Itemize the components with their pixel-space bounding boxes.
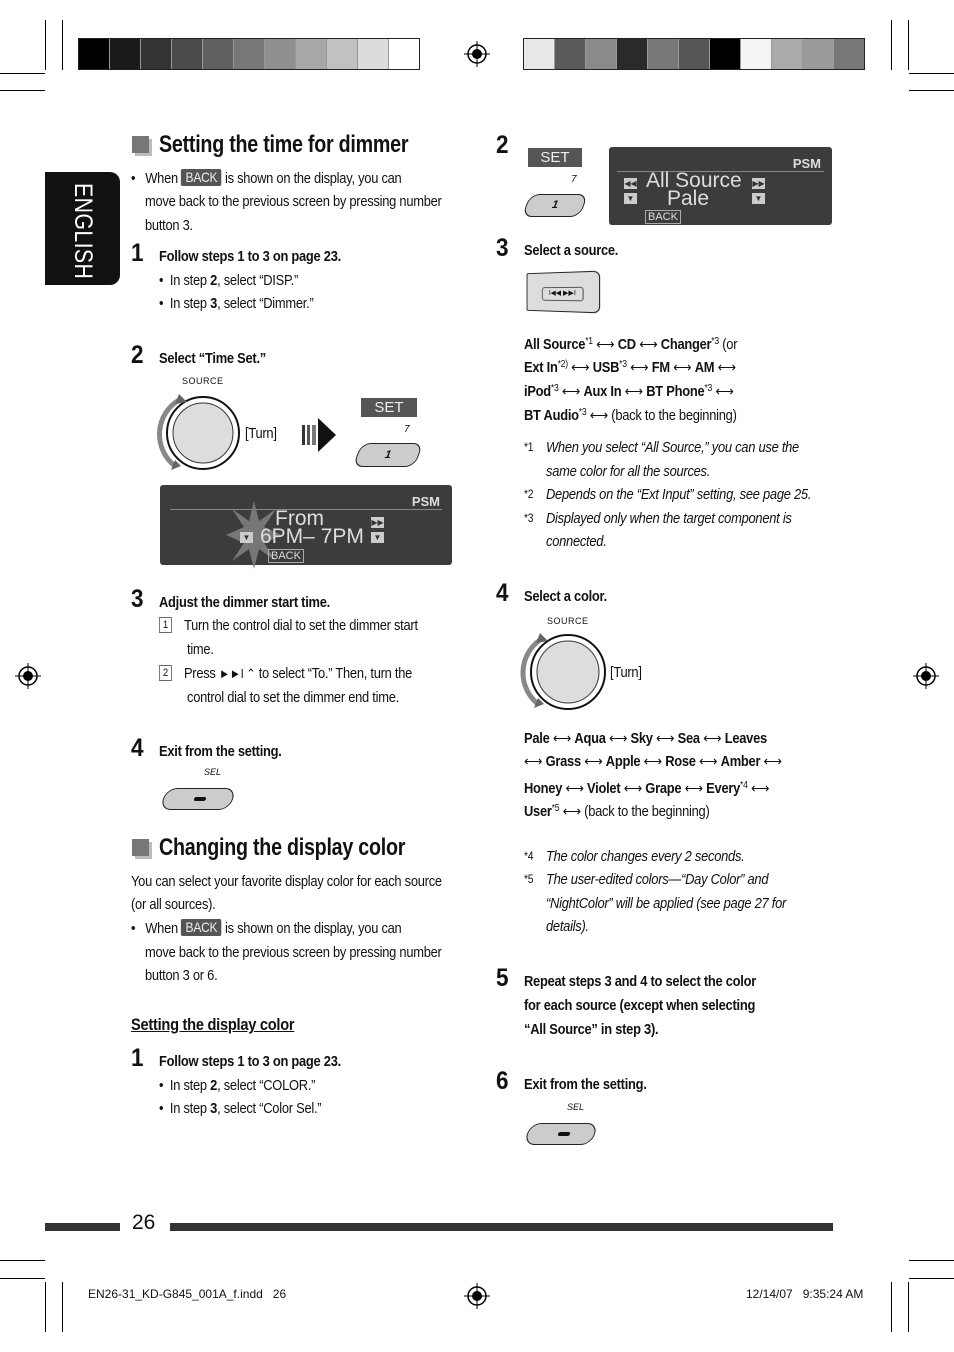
sel-button[interactable] xyxy=(159,788,236,810)
lcd-fastforward-icon: ▶▶ xyxy=(371,518,384,527)
color-swatch xyxy=(296,39,327,69)
language-tab xyxy=(45,172,120,285)
lcd-psm: PSM xyxy=(411,494,440,509)
color-sequence: ⟷ Grass ⟷ Apple ⟷ Rose ⟷ Amber ⟷ xyxy=(524,753,782,770)
color-swatch xyxy=(79,39,110,69)
bullet-dimmer-back: • When BACK is shown on the display, you can xyxy=(131,169,402,187)
turn-label: [Turn] xyxy=(245,425,277,442)
section-square-icon xyxy=(132,136,149,153)
color-swatch xyxy=(617,39,648,69)
crop-mark xyxy=(908,1282,909,1332)
preset-button-label: 1 xyxy=(549,199,561,211)
footnote: “NightColor” will be applied (see page 27 for xyxy=(546,895,787,912)
key-number-small: 7 xyxy=(404,424,410,435)
sel-label: SEL xyxy=(567,1102,585,1112)
dial-source-label: SOURCE xyxy=(547,616,589,626)
crop-mark xyxy=(62,20,63,70)
footer-bar-left xyxy=(45,1223,120,1231)
color-swatch xyxy=(358,39,389,69)
color-swatch xyxy=(110,39,141,69)
step-text: Exit from the setting. xyxy=(159,743,282,760)
step-number: 5 xyxy=(496,964,509,992)
skip-icon: I◀◀ ▶▶I xyxy=(542,287,584,302)
sel-label: SEL xyxy=(204,767,222,777)
step-text: Follow steps 1 to 3 on page 23. xyxy=(159,248,341,265)
step-number: 1 xyxy=(131,239,144,267)
color-swatch xyxy=(648,39,679,69)
step-number: 3 xyxy=(496,234,509,262)
footnote-mark: *1 xyxy=(524,440,534,454)
crop-mark xyxy=(909,90,954,91)
next-up-icon: ►►I ⌃ xyxy=(218,666,256,681)
step-text: for each source (except when selecting xyxy=(524,997,756,1014)
registration-target-icon xyxy=(15,663,41,689)
color-swatch xyxy=(710,39,741,69)
sub-step-line: control dial to set the dimmer end time. xyxy=(187,689,399,706)
crop-mark xyxy=(0,90,45,91)
step-text: Select a color. xyxy=(524,588,607,605)
color-sequence: Honey ⟷ Violet ⟷ Grape ⟷ Every$^{*4}$ ⟷ xyxy=(524,780,770,797)
crop-mark xyxy=(45,20,46,70)
source-sequence: All Source$^{*1}$ ⟷ CD ⟷ Changer$^{*3}$ (or xyxy=(524,336,738,353)
page-number: 26 xyxy=(132,1211,156,1234)
bullet-color-line3: button 3 or 6. xyxy=(145,967,218,984)
step-text: Exit from the setting. xyxy=(524,1076,647,1093)
step-text: Repeat steps 3 and 4 to select the color xyxy=(524,973,756,990)
crop-mark xyxy=(45,1282,46,1332)
color-swatch xyxy=(803,39,834,69)
registration-target-icon xyxy=(464,1283,490,1309)
step-number: 3 xyxy=(131,585,144,613)
footnote: details). xyxy=(546,918,589,935)
color-swatch xyxy=(234,39,265,69)
color-swatch xyxy=(555,39,586,69)
color-swatch xyxy=(586,39,617,69)
color-swatch xyxy=(203,39,234,69)
lcd-psm: PSM xyxy=(792,156,821,171)
lcd-back: BACK xyxy=(268,549,304,563)
arrow-right-icon xyxy=(302,418,336,452)
footnote: When you select “All Source,” you can use the xyxy=(546,439,799,456)
lcd-line1: All Source xyxy=(646,169,742,192)
color-swatch xyxy=(741,39,772,69)
preset-button-label: 1 xyxy=(382,449,394,461)
step-text: Select a source. xyxy=(524,242,619,259)
lcd-back: BACK xyxy=(645,210,681,224)
lcd-line2: 6PM– 7PM xyxy=(260,525,364,548)
step-number: 2 xyxy=(496,131,509,159)
crop-mark xyxy=(0,1278,45,1279)
color-control-bar xyxy=(523,38,865,70)
color-sequence: Pale ⟷ Aqua ⟷ Sky ⟷ Sea ⟷ Leaves xyxy=(524,730,767,747)
footer-datetime: 12/14/07 9:35:24 AM xyxy=(746,1287,864,1301)
bullet-color-line2: move back to the previous screen by pressing number xyxy=(145,944,442,961)
subheading: Setting the display color xyxy=(131,1015,295,1034)
color-swatch xyxy=(524,39,555,69)
section-title-color: Changing the display color xyxy=(159,834,406,861)
footnote-mark: *3 xyxy=(524,511,534,525)
step-number: 2 xyxy=(131,341,144,369)
footer-file: EN26-31_KD-G845_001A_f.indd 26 xyxy=(88,1287,287,1301)
sub-step-line: time. xyxy=(187,641,214,658)
lcd-display xyxy=(609,147,832,225)
source-sequence: Ext In$^{*2)}$ ⟷ USB$^{*3}$ ⟷ FM ⟷ AM ⟷ xyxy=(524,359,736,376)
source-sequence: BT Audio$^{*3}$ ⟷ (back to the beginning) xyxy=(524,407,737,424)
lcd-left-icon: ▼ xyxy=(240,532,253,543)
crop-mark xyxy=(891,1282,892,1332)
crop-mark xyxy=(909,1278,954,1279)
color-sequence: User$^{*5}$ ⟷ (back to the beginning) xyxy=(524,803,710,820)
source-button[interactable] xyxy=(527,271,601,314)
color-swatch xyxy=(265,39,296,69)
sub-bullet: • In step 2, select “COLOR.” xyxy=(159,1077,316,1094)
color-swatch xyxy=(141,39,172,69)
lcd-line1: From xyxy=(275,507,324,530)
section-title-dimmer: Setting the time for dimmer xyxy=(159,131,409,158)
footnote: The user-edited colors—“Day Color” and xyxy=(546,871,769,888)
section-square-icon xyxy=(132,839,149,856)
step-text: Select “Time Set.” xyxy=(159,350,266,367)
color-swatch xyxy=(834,39,864,69)
footnote: connected. xyxy=(546,533,607,550)
lcd-display xyxy=(160,485,452,565)
control-dial-icon[interactable] xyxy=(155,392,245,476)
grayscale-color-bar xyxy=(78,38,420,70)
footnote: The color changes every 2 seconds. xyxy=(546,848,745,865)
bullet-dimmer-line3: button 3. xyxy=(145,217,193,234)
step-number: 1 xyxy=(131,1044,144,1072)
color-swatch xyxy=(327,39,358,69)
step-number: 4 xyxy=(131,734,144,762)
sub-bullet: • In step 3, select “Dimmer.” xyxy=(159,295,314,312)
footnote-mark: *2 xyxy=(524,487,534,501)
sub-step: 2 Press ►►I ⌃ to select “To.” Then, turn the xyxy=(159,662,412,686)
color-swatch xyxy=(172,39,203,69)
footer-bar-right xyxy=(170,1223,833,1231)
set-label: SET xyxy=(361,398,417,417)
sub-bullet: • In step 3, select “Color Sel.” xyxy=(159,1100,322,1117)
lcd-down-icon: ▼ xyxy=(624,193,637,204)
crop-mark xyxy=(909,1260,954,1261)
step-number: 4 xyxy=(496,579,509,607)
color-swatch xyxy=(389,39,419,69)
registration-target-icon xyxy=(913,663,939,689)
footnote: Displayed only when the target component is xyxy=(546,510,792,527)
bullet-color-back: • When BACK is shown on the display, you can xyxy=(131,919,402,937)
control-dial-icon[interactable] xyxy=(520,630,610,714)
dial-source-label: SOURCE xyxy=(182,376,224,386)
crop-mark xyxy=(62,1282,63,1332)
crop-mark xyxy=(0,73,45,74)
key-number-small: 7 xyxy=(571,174,577,185)
preset-button-1[interactable] xyxy=(522,194,588,217)
registration-target-icon xyxy=(464,41,490,67)
lcd-rewind-icon: ◀◀ xyxy=(624,179,637,188)
preset-button-1[interactable] xyxy=(353,443,424,467)
crop-mark xyxy=(0,1260,45,1261)
step-text: Follow steps 1 to 3 on page 23. xyxy=(159,1053,341,1070)
color-swatch xyxy=(772,39,803,69)
lcd-line2: Pale xyxy=(667,187,710,210)
lcd-down-icon: ▼ xyxy=(371,532,384,543)
step-text: “All Source” in step 3). xyxy=(524,1021,659,1038)
sel-button[interactable] xyxy=(523,1123,598,1145)
crop-mark xyxy=(908,20,909,70)
bullet-dimmer-line2: move back to the previous screen by pressing number xyxy=(145,193,442,210)
language-tab-label: ENGLISH xyxy=(69,183,97,280)
footnote: same color for all the sources. xyxy=(546,463,711,480)
source-sequence: iPod$^{*3}$ ⟷ Aux In ⟷ BT Phone$^{*3}$ ⟷ xyxy=(524,383,734,400)
set-label: SET xyxy=(528,148,582,167)
footnote: Depends on the “Ext Input” setting, see page 25. xyxy=(546,486,812,503)
lcd-fastforward-icon: ▶▶ xyxy=(752,179,765,188)
step-number: 6 xyxy=(496,1067,509,1095)
sub-step: 1 Turn the control dial to set the dimmer start xyxy=(159,614,418,638)
crop-mark xyxy=(891,20,892,70)
footnote-mark: *5 xyxy=(524,872,534,886)
turn-label: [Turn] xyxy=(610,664,642,681)
lcd-down-icon: ▼ xyxy=(752,193,765,204)
sub-bullet: • In step 2, select “DISP.” xyxy=(159,272,299,289)
step-text: Adjust the dimmer start time. xyxy=(159,594,331,611)
crop-mark xyxy=(909,73,954,74)
footnote-mark: *4 xyxy=(524,849,534,863)
intro-text: (or all sources). xyxy=(131,896,216,913)
color-swatch xyxy=(679,39,710,69)
intro-text: You can select your favorite display color for each source xyxy=(131,873,442,890)
